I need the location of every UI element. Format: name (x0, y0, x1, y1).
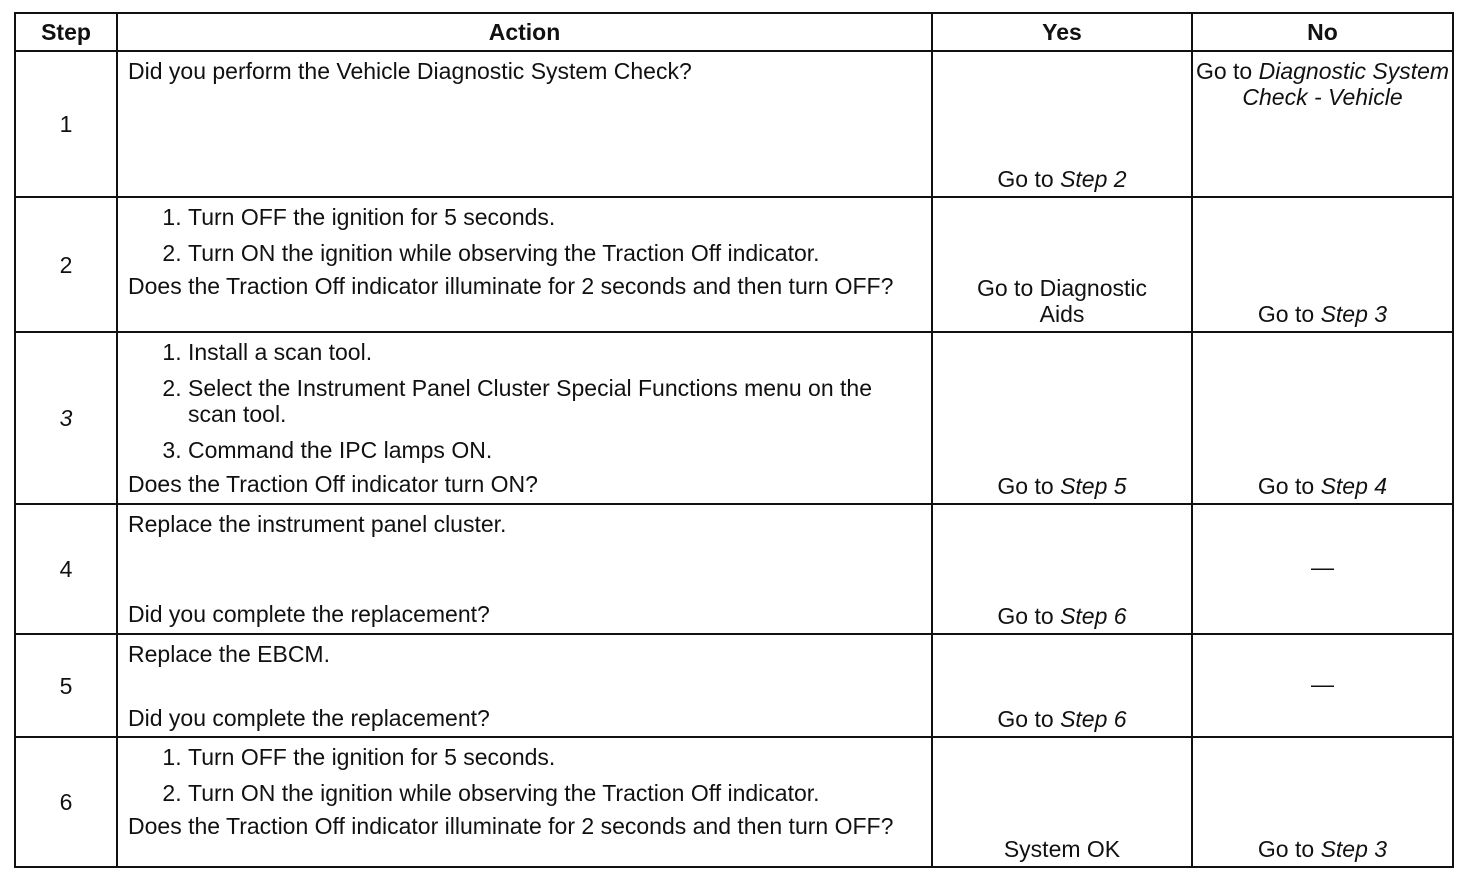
action-cell (117, 737, 932, 867)
yes-link[interactable]: Step 2 (1060, 166, 1127, 193)
action-steps (128, 339, 921, 463)
header-action: Action (117, 13, 932, 51)
no-cell (1192, 737, 1453, 867)
no-prefix: Go to (1257, 836, 1321, 862)
no-prefix: Go to (1257, 473, 1321, 500)
step-number: 4 (15, 504, 117, 634)
action-question: Did you complete the replacement? (128, 601, 490, 628)
no-link[interactable]: Step 3 (1320, 836, 1388, 862)
yes-link[interactable]: Step 5 (1060, 473, 1127, 500)
yes-link[interactable]: Step 6 (1060, 603, 1127, 630)
no-cell (1192, 332, 1453, 504)
step-number: 3 (15, 332, 117, 504)
step-number: 2 (15, 197, 117, 331)
yes-cell (932, 737, 1192, 867)
no-link[interactable]: Diagnostic System Check - Vehicle (1242, 58, 1450, 110)
action-question: Did you complete the replacement? (128, 705, 490, 732)
yes-prefix: Go to (997, 473, 1061, 500)
action-instruction: Replace the instrument panel cluster. (128, 511, 507, 538)
step-number: 5 (15, 634, 117, 736)
action-question: Does the Traction Off indicator turn ON? (128, 470, 538, 497)
action-instruction: Replace the EBCM. (128, 641, 330, 668)
action-question: Does the Traction Off indicator illuminate for 2 seconds and then turn OFF? (128, 812, 894, 839)
yes-text: System OK (1003, 836, 1121, 862)
table-row (15, 51, 1453, 197)
action-steps (128, 204, 921, 266)
yes-link[interactable]: Step 6 (1060, 705, 1127, 732)
table-row (15, 332, 1453, 504)
action-question: Did you perform the Vehicle Diagnostic System Check? (128, 58, 692, 84)
action-step: 2. Turn ON the ignition while observing the Traction Off indicator. (188, 780, 921, 806)
diagnostic-table (14, 12, 1454, 868)
table-row (15, 197, 1453, 331)
action-step: 1. Turn OFF the ignition for 5 seconds. (188, 744, 921, 770)
yes-text[interactable]: Go to Diagnostic Aids (976, 274, 1148, 327)
yes-cell (932, 51, 1192, 197)
no-prefix: Go to (1195, 58, 1259, 84)
yes-prefix: Go to (997, 603, 1061, 630)
yes-cell (932, 634, 1192, 736)
step-number: 1 (15, 51, 117, 197)
yes-prefix: Go to (997, 705, 1061, 732)
no-cell (1192, 504, 1453, 634)
table-row (15, 737, 1453, 867)
no-dash: — (1311, 670, 1334, 697)
yes-cell (932, 197, 1192, 331)
header-yes: Yes (932, 13, 1192, 51)
no-link[interactable]: Step 4 (1320, 473, 1388, 500)
yes-cell (932, 332, 1192, 504)
action-cell (117, 634, 932, 736)
no-cell (1192, 634, 1453, 736)
action-cell (117, 332, 932, 504)
action-step: 2. Select the Instrument Panel Cluster Special Functions menu on the scan tool. (188, 375, 921, 427)
no-prefix: Go to (1257, 300, 1321, 327)
table-row (15, 634, 1453, 736)
action-step: 2. Turn ON the ignition while observing the Traction Off indicator. (188, 240, 921, 266)
action-step: 1. Install a scan tool. (188, 339, 921, 365)
header-no: No (1192, 13, 1453, 51)
action-step: 3. Command the IPC lamps ON. (188, 437, 921, 463)
no-cell (1192, 51, 1453, 197)
action-steps (128, 744, 921, 806)
action-step: 1. Turn OFF the ignition for 5 seconds. (188, 204, 921, 230)
header-row (15, 13, 1453, 51)
no-dash: — (1311, 554, 1334, 581)
action-cell (117, 51, 932, 197)
step-number: 6 (15, 737, 117, 867)
header-step: Step (15, 13, 117, 51)
table-row (15, 504, 1453, 634)
yes-prefix: Go to (997, 166, 1061, 193)
no-cell (1192, 197, 1453, 331)
action-cell (117, 504, 932, 634)
action-question: Does the Traction Off indicator illuminate for 2 seconds and then turn OFF? (128, 273, 894, 300)
yes-cell (932, 504, 1192, 634)
no-link[interactable]: Step 3 (1320, 300, 1388, 327)
action-cell (117, 197, 932, 331)
